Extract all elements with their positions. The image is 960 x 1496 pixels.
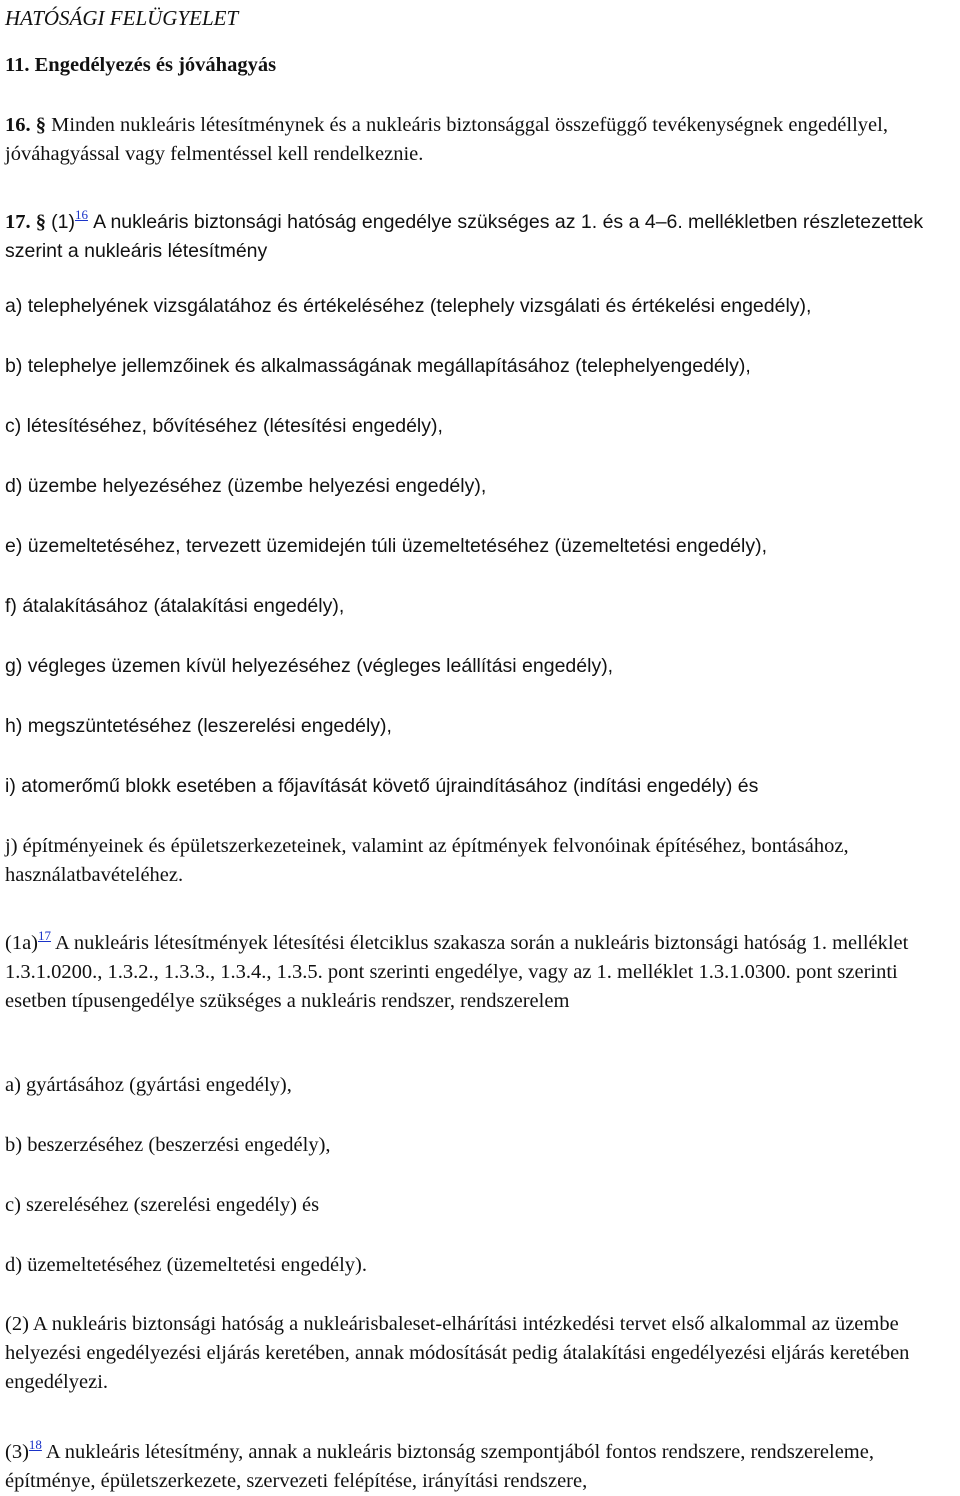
list-item: h) megszüntetéséhez (leszerelési engedély), [5,715,392,737]
paragraph-text: Minden nukleáris létesítménynek és a nukleáris biztonsággal összefüggő tevékenységnek engedéllyel, jóváhagyással vagy felmentéssel kell rendelkeznie. [5,114,888,165]
list-item: a) telephelyének vizsgálatához és értékeléséhez (telephely vizsgálati és értékelési engedély), [5,295,812,317]
paragraph-text: A nukleáris létesítmény, annak a nukleáris biztonság szempontjából fontos rendszere, rendszereleme, építménye, épületszerkezete, szervezeti felépítése, irányítási rendszere, [5,1440,874,1492]
footnote-link[interactable]: 16 [74,207,88,222]
paragraph-text: A nukleáris biztonsági hatóság engedélye szükséges az 1. és a 4–6. [93,210,683,233]
section-header: HATÓSÁGI FELÜGYELET [5,6,239,30]
paragraph-text-cont: mellékletben részletezettek szerint a nukleáris létesítmény [5,210,924,262]
chapter-title: 11. Engedélyezés és jóváhagyás [5,54,277,76]
paragraph-17-1a [5,921,957,1016]
footnote-link[interactable]: 17 [38,928,52,943]
list-item: d) üzembe helyezéséhez (üzembe helyezési engedély), [5,475,487,497]
list-item: c) szereléséhez (szerelési engedély) és [5,1194,320,1216]
list-item: c) létesítéséhez, bővítéséhez (létesítési engedély), [5,415,443,437]
paragraph-17-1 [5,200,957,266]
paragraph-text: A nukleáris létesítmények létesítési életciklus szakasza során a nukleáris biztonsági hatóság 1. melléklet 1.3.1.0200., 1.3.2., 1.3.3., 1.3.4., 1.3.5. pont szerinti engedélye, vagy az 1. melléklet 1.3.1.0300. pont szerinti esetben típusengedélye szükséges a nukleáris rendszer, rendszerelem [5,931,909,1012]
subsection-prefix: (1a) [5,931,39,954]
list-item: g) végleges üzemen kívül helyezéséhez (végleges leállítási engedély), [5,655,614,677]
section-number: 16. [5,114,31,136]
list-item: i) atomerőmű blokk esetében a főjavítását követő újraindításához (indítási engedély) és [5,775,759,797]
list-item: f) átalakításához (átalakítási engedély), [5,595,345,617]
list-item: a) gyártásához (gyártási engedély), [5,1074,292,1096]
section-sign: § [35,210,46,233]
footnote-link[interactable]: 18 [28,1437,42,1452]
section-number: 17. [5,210,31,233]
paragraph-17-3 [5,1430,957,1496]
paragraph-17-2: (2) A nukleáris biztonsági hatóság a nukleárisbaleset-elhárítási intézkedési tervet első alkalommal az üzembe helyezési engedélyezési eljárás keretében, annak módosítását pedig átalakítási engedélyezési eljárás keretében engedélyezi. [5,1313,910,1393]
list-item: e) üzemeltetéséhez, tervezett üzemidején túli üzemeltetéséhez (üzemeltetési engedély), [5,535,767,557]
list-item: d) üzemeltetéséhez (üzemeltetési engedély). [5,1254,367,1276]
section-sign: § [35,114,46,136]
list-item: b) beszerzéséhez (beszerzési engedély), [5,1134,331,1156]
list-item: j) építményeinek és épületszerkezeteinek, valamint az építmények felvonóinak építéséhez, bontásához, használatbavételéhez. [5,835,849,886]
subsection-prefix: (3) [5,1440,29,1463]
subsection-prefix: (1) [51,210,75,233]
list-item: b) telephelye jellemzőinek és alkalmasságának megállapításához (telephelyengedély), [5,355,751,377]
paragraph-16 [5,111,957,169]
